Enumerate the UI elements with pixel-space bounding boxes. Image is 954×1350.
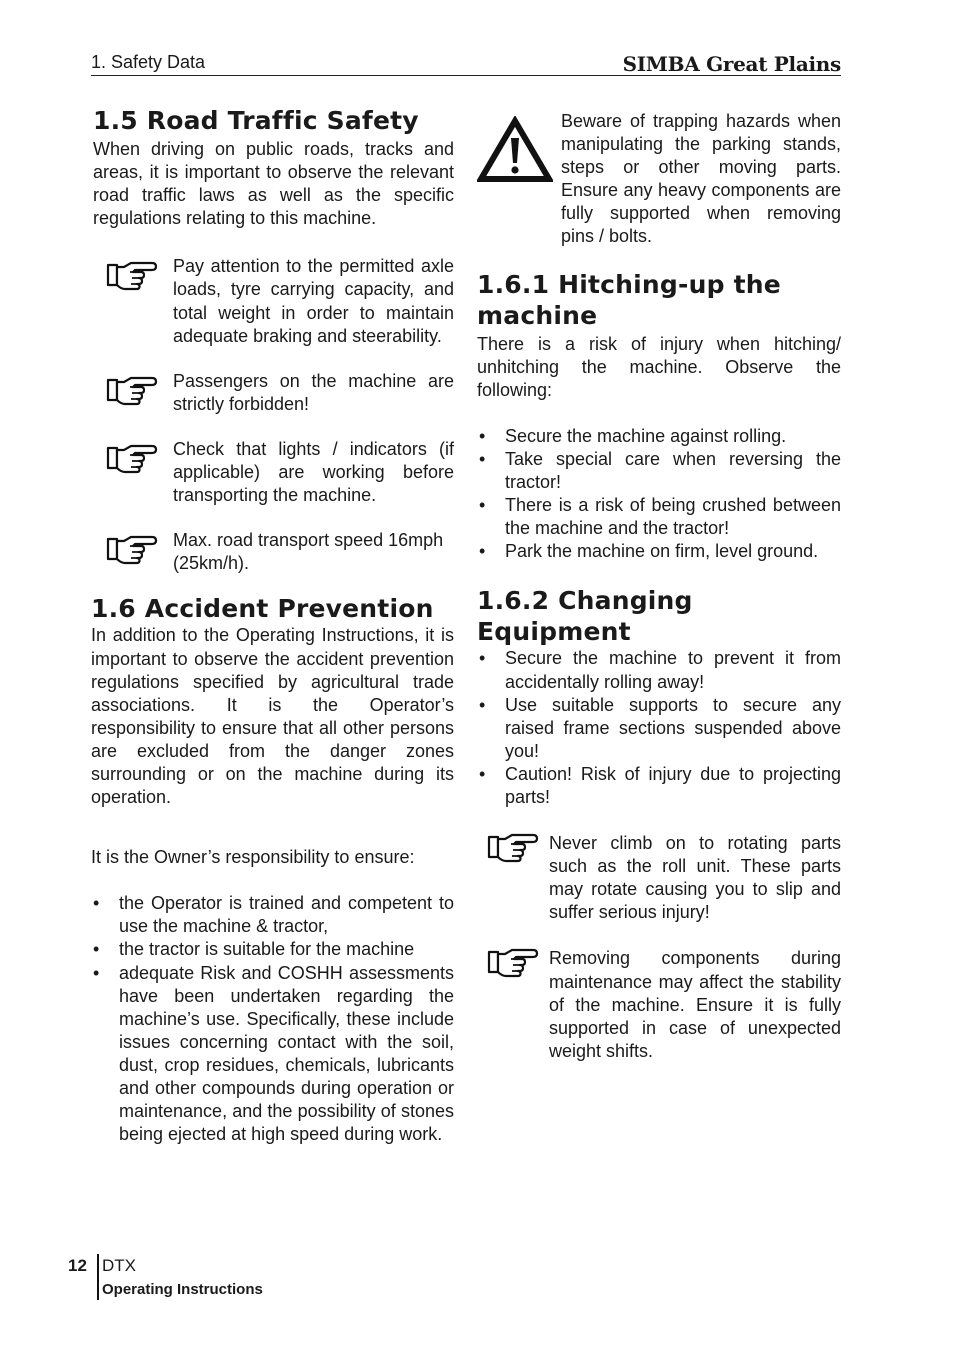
owner-responsibility: It is the Owner’s responsibility to ensure: bbox=[91, 847, 415, 868]
note-removing-components bbox=[477, 947, 841, 1062]
list-item: • adequate Risk and COSHH assessments have been undertaken regarding the machine’s use. Specifically, these include issues concerning contact with the soil, dust, crop residues, chemicals, lubricants and other compounds during operation or maintenance, and the possibility of stones being ejected at high speed during work. bbox=[91, 962, 454, 1147]
left-column bbox=[91, 105, 454, 1146]
hitching-intro: There is a risk of injury when hitching/ unhitching the machine. Observe the following: bbox=[477, 333, 841, 400]
list-item: • Use suitable supports to secure any raised frame sections suspended above you! bbox=[477, 694, 841, 763]
pointing-hand-icon bbox=[477, 947, 549, 979]
footer-divider bbox=[97, 1254, 99, 1300]
heading-hitching-up: 1.6.1 Hitching-up the machine bbox=[477, 269, 781, 330]
section-title: 1. Safety Data bbox=[91, 52, 206, 72]
pointing-hand-icon bbox=[91, 255, 173, 292]
note-lights bbox=[91, 438, 454, 507]
page-number: 12 bbox=[68, 1256, 87, 1275]
note-text: Never climb on to rotating parts such as the roll unit. These parts may rotate causing you to slip and suffer serious injury! bbox=[549, 833, 841, 923]
owner-bullet-list bbox=[91, 892, 454, 1146]
pointing-hand-icon bbox=[91, 370, 173, 407]
note-passengers bbox=[91, 370, 454, 416]
hitching-bullet-list bbox=[477, 425, 841, 564]
page-header bbox=[91, 50, 841, 76]
list-item: • There is a risk of being crushed between the machine and the tractor! bbox=[477, 494, 841, 540]
right-column bbox=[477, 105, 841, 1063]
warning-triangle-icon bbox=[477, 110, 561, 187]
trap-warning bbox=[477, 110, 841, 249]
pointing-hand-icon bbox=[91, 438, 173, 475]
road-safety-intro: When driving on public roads, tracks and areas, it is important to observe the relevant road traffic laws as well as the specific regulations relating to this machine. bbox=[93, 139, 454, 229]
accident-intro: In addition to the Operating Instructions, it is important to observe the accident prevention regulations specified by agricultural trade associations. It is the Operator’s responsibility to ensure that all other persons are excluded from the danger zones surrounding or on the machine during its operation. bbox=[91, 625, 454, 808]
note-road-speed bbox=[91, 529, 454, 575]
brand-logo: SIMBA Great Plains bbox=[622, 52, 841, 76]
heading-accident-prevention: 1.6 Accident Prevention bbox=[91, 594, 434, 624]
heading-road-traffic-safety: 1.5 Road Traffic Safety bbox=[93, 106, 419, 135]
warning-text: Beware of trapping hazards when manipulating the parking stands, steps or other moving parts. Ensure any heavy components are fully supported when removing pins / bolts. bbox=[561, 111, 841, 247]
list-item: • Take special care when reversing the tractor! bbox=[477, 448, 841, 494]
pointing-hand-icon bbox=[91, 529, 173, 566]
document-title: Operating Instructions bbox=[102, 1281, 263, 1298]
model-name: DTX bbox=[102, 1256, 136, 1275]
note-axle-loads bbox=[91, 255, 454, 347]
changing-bullet-list bbox=[477, 647, 841, 809]
list-item: • Caution! Risk of injury due to projecting parts! bbox=[477, 763, 841, 809]
note-text: Passengers on the machine are strictly forbidden! bbox=[173, 370, 454, 414]
heading-changing-equipment: 1.6.2 Changing Equipment bbox=[477, 586, 693, 647]
note-text: Check that lights / indicators (if applicable) are working before transporting the machine. bbox=[173, 438, 454, 506]
note-rotating-parts bbox=[477, 832, 841, 924]
note-text: Removing components during maintenance may affect the stability of the machine. Ensure it is fully supported in case of unexpected weight shifts. bbox=[549, 948, 841, 1061]
note-text: Max. road transport speed 16mph (25km/h). bbox=[173, 530, 444, 574]
list-item: • Park the machine on firm, level ground. bbox=[477, 540, 841, 563]
pointing-hand-icon bbox=[477, 832, 549, 864]
list-item: • the tractor is suitable for the machine bbox=[91, 938, 454, 961]
list-item: • the Operator is trained and competent to use the machine & tractor, bbox=[91, 892, 454, 938]
note-text: Pay attention to the permitted axle loads, tyre carrying capacity, and total weight in order to maintain adequate braking and steerability. bbox=[173, 256, 454, 346]
list-item: • Secure the machine to prevent it from accidentally rolling away! bbox=[477, 647, 841, 693]
list-item: • Secure the machine against rolling. bbox=[477, 425, 841, 448]
